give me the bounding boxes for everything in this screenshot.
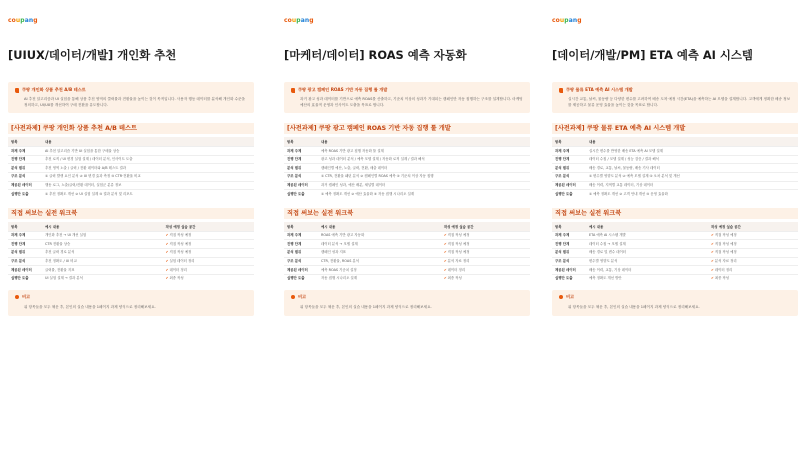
row-workspace: ✔데이터 정리 <box>441 266 530 275</box>
row-example: 추천 클릭 경로 분석 <box>42 248 163 257</box>
row-key: 진행 단계 <box>552 155 586 164</box>
table-row <box>8 164 254 173</box>
row-key: 분석 범위 <box>284 248 318 257</box>
table-header: 예시 내용 <box>42 222 163 232</box>
row-value: 광고 성과 데이터 분석 / 예측 모델 설계 / 자동화 로직 설계 / 결과 해석 <box>318 155 530 164</box>
row-key: 구조 분석 <box>284 257 318 266</box>
row-key: 과제 주제 <box>552 231 586 240</box>
assignment-table <box>8 137 254 198</box>
table-row <box>8 190 254 198</box>
logo-letter: n <box>572 17 578 24</box>
document-page-3 <box>552 16 798 436</box>
row-value: 데이터 수집 / 모델 설계 / 성능 검증 / 결과 해석 <box>586 155 798 164</box>
row-workspace: ✔분석 자료 정리 <box>441 257 530 266</box>
row-key: 과제 주제 <box>284 231 318 240</box>
row-value: ① CTR, 전환율 패턴 분석 ② 캠페인별 ROAS 예측 ③ 기준치 이상 자동 집행 <box>318 172 530 181</box>
row-key: 제공된 데이터 <box>284 181 318 190</box>
row-workspace: ✔직접 작성 예정 <box>163 240 254 249</box>
table-row <box>552 257 798 266</box>
row-workspace: ✔직접 작성 예정 <box>708 248 798 257</box>
logo-letter: a <box>24 17 29 24</box>
table-row <box>284 164 530 173</box>
row-value: 예측 ROAS 기반 광고 집행 자동화 툴 설계 <box>318 147 530 156</box>
workbook-table <box>284 222 530 283</box>
row-workspace: ✔데이터 정리 <box>708 266 798 275</box>
table-header: 작성 예정 실습 공간 <box>441 222 530 232</box>
row-example: 배송 경로 및 변수 데이터 <box>586 248 708 257</box>
table-row <box>8 248 254 257</box>
check-icon: ✔ <box>443 233 447 238</box>
row-value: 행동 로그, 노출/클릭/전환 데이터, 실험군 분류 정보 <box>42 181 254 190</box>
table-row <box>8 266 254 275</box>
row-key: 구조 분석 <box>8 257 42 266</box>
row-example: 배송 이력, 교통, 기상 데이터 <box>586 266 708 275</box>
logo-letter: g <box>309 17 314 24</box>
practice-title: 직접 써보는 실전 워크북 <box>8 208 254 219</box>
row-workspace: ✔직접 작성 예정 <box>441 231 530 240</box>
row-key: 과제 주제 <box>8 231 42 240</box>
row-workspace: ✔데이터 정리 <box>163 266 254 275</box>
assignment-title: [사전과제] 쿠팡 물류 ETA 예측 AI 시스템 개발 <box>552 123 798 134</box>
table-header: 내용 <box>586 137 798 147</box>
row-example: 변수별 영향도 분석 <box>586 257 708 266</box>
table-row <box>284 231 530 240</box>
note-body: 위 항목들을 모두 채운 후, 본인의 실습 내용을 1페이지 과제 양식으로 정리해보세요. <box>24 305 156 310</box>
pin-icon <box>15 88 19 93</box>
table-row <box>284 257 530 266</box>
table-row <box>8 240 254 249</box>
logo-letter: a <box>568 17 573 24</box>
row-example: 자동 집행 시나리오 설계 <box>318 274 441 282</box>
check-icon: ✔ <box>443 276 447 281</box>
check-icon: ✔ <box>165 267 169 272</box>
check-icon: ✔ <box>711 241 714 246</box>
row-example: 데이터 분석 → 모델 설계 <box>318 240 441 249</box>
check-icon: ✔ <box>165 259 169 264</box>
row-example: 예측 정확도 개선 방안 <box>586 274 708 282</box>
table-row <box>284 181 530 190</box>
row-key: 실행단 도출 <box>8 190 42 198</box>
row-value: ① 추천 정확도 개선 ② UI 실험 설계 ③ 결과 분석 및 리포트 <box>42 190 254 198</box>
table-header: 작성 예정 실습 공간 <box>163 222 254 232</box>
note-heading: 비고 <box>22 294 31 300</box>
check-icon: ✔ <box>443 250 447 255</box>
table-header: 항목 <box>284 137 318 147</box>
row-key: 분석 범위 <box>552 164 586 173</box>
logo-letter: c <box>8 17 12 24</box>
bulb-icon <box>15 295 19 299</box>
check-icon: ✔ <box>711 259 714 264</box>
check-icon: ✔ <box>443 267 447 272</box>
table-row <box>284 248 530 257</box>
table-header: 예시 내용 <box>318 222 441 232</box>
row-example: CTR, 전환율, ROAS 분석 <box>318 257 441 266</box>
table-row <box>552 172 798 181</box>
row-workspace: ✔직접 작성 예정 <box>163 248 254 257</box>
row-value: ① 클릭 발생 요인 분석 ② UI 변경 효과 측정 ③ CTR·전환율 비교 <box>42 172 254 181</box>
intro-heading: 쿠팡 광고 캠페인 ROAS 기반 자동 집행 툴 개발 <box>298 87 388 92</box>
row-workspace: ✔직접 작성 예정 <box>441 240 530 249</box>
table-row <box>284 240 530 249</box>
row-value: 배송 경로, 교통, 날씨, 물동량, 배송 기사 데이터 <box>586 164 798 173</box>
row-key: 과제 주제 <box>284 147 318 156</box>
logo-letter: a <box>300 17 305 24</box>
logo-letter: c <box>552 17 556 24</box>
row-example: 예측 ROAS 기준치 설정 <box>318 266 441 275</box>
row-key: 분석 범위 <box>8 248 42 257</box>
practice-title: 직접 써보는 실전 워크북 <box>552 208 798 219</box>
logo-letter: c <box>284 17 288 24</box>
table-row <box>8 181 254 190</box>
check-icon: ✔ <box>443 241 447 246</box>
row-workspace: ✔실험 데이터 정리 <box>163 257 254 266</box>
note-heading: 비고 <box>298 294 307 300</box>
table-header: 내용 <box>42 137 254 147</box>
table-row <box>552 248 798 257</box>
logo-letter: p <box>20 17 25 24</box>
note-box <box>284 290 530 316</box>
pin-icon <box>291 88 295 93</box>
row-example: 데이터 수집 → 모델 설계 <box>586 240 708 249</box>
row-example: 개인화 추천 → UI 개선 실험 <box>42 231 163 240</box>
note-body: 위 항목들을 모두 채운 후, 본인의 실습 내용을 1페이지 과제 양식으로 정리해보세요. <box>300 305 432 310</box>
row-value: ① 예측 정확도 개선 ② 고객 안내 개선 ③ 운영 효율화 <box>586 190 798 198</box>
document-page-1 <box>8 16 254 436</box>
row-key: 진행 단계 <box>8 240 42 249</box>
row-key: 과제 주제 <box>8 147 42 156</box>
row-workspace: ✔최종 작성 <box>441 274 530 282</box>
logo-letter: n <box>304 17 310 24</box>
note-heading: 비고 <box>566 294 575 300</box>
row-value: ① 변수별 영향도 분석 ② 예측 모델 설계 ③ 오차 분석 및 개선 <box>586 172 798 181</box>
table-header: 작성 예정 실습 공간 <box>708 222 798 232</box>
table-header: 항목 <box>8 222 42 232</box>
intro-heading: 쿠팡 개인화 상품 추천 A/B 테스트 <box>22 87 86 92</box>
row-workspace: ✔직접 작성 예정 <box>708 231 798 240</box>
document-page-2 <box>284 16 530 436</box>
row-value: ① 예측 정확도 개선 ② 예산 효율화 ③ 자동 집행 시나리오 설계 <box>318 190 530 198</box>
practice-title: 직접 써보는 실전 워크북 <box>284 208 530 219</box>
note-box <box>8 290 254 316</box>
table-row <box>284 147 530 156</box>
table-row <box>8 274 254 282</box>
table-row <box>552 181 798 190</box>
row-value: 추천 영역 노출 / 클릭 / 전환 데이터와 A/B 테스트 결과 <box>42 164 254 173</box>
row-value: 배송 이력, 지역별 교통 데이터, 기상 데이터 <box>586 181 798 190</box>
check-icon: ✔ <box>711 250 714 255</box>
row-key: 진행 단계 <box>284 155 318 164</box>
check-icon: ✔ <box>711 233 714 238</box>
intro-body: AI 추천 알고리즘과 UI 실험을 통해 상품 추천 영역의 클릭률과 전환율을 높이는 것이 목적입니다. 사용자 행동 데이터를 분석해 개인화 수준을 정의하고, UI/UX를 개선하여 구매 전환을 유도합니다. <box>24 97 245 107</box>
row-key: 제공된 데이터 <box>552 266 586 275</box>
row-key: 분석 범위 <box>8 164 42 173</box>
coupang-logo <box>552 16 798 26</box>
logo-letter: u <box>559 17 565 24</box>
check-icon: ✔ <box>443 259 447 264</box>
row-key: 제공된 데이터 <box>8 266 42 275</box>
pin-icon <box>559 88 563 93</box>
table-row <box>552 190 798 198</box>
table-row <box>284 172 530 181</box>
intro-body: 실시간 교통, 날씨, 물동량 등 다양한 변수를 고려하여 배송 도착 예정 시간(ETA)을 예측하는 AI 모델을 설계합니다. 고객에게 정확한 배송 정보를 제공하고 물류 운영 효율을 높이는 것을 목표로 합니다. <box>568 97 791 107</box>
table-header: 항목 <box>8 137 42 147</box>
row-key: 실행단 도출 <box>552 274 586 282</box>
page-title: [마케터/데이터] ROAS 예측 자동화 <box>284 48 467 62</box>
coupang-logo <box>284 16 530 26</box>
table-row <box>284 190 530 198</box>
table-header: 항목 <box>552 137 586 147</box>
table-row <box>552 274 798 282</box>
check-icon: ✔ <box>711 276 714 281</box>
intro-box <box>552 82 798 113</box>
row-workspace: ✔직접 작성 예정 <box>441 248 530 257</box>
row-value: 캠페인별 예산, 노출, 클릭, 전환, 매출 데이터 <box>318 164 530 173</box>
logo-letter: p <box>296 17 301 24</box>
intro-box <box>284 82 530 113</box>
table-row <box>284 155 530 164</box>
row-key: 제공된 데이터 <box>552 181 586 190</box>
page-title: [데이터/개발/PM] ETA 예측 AI 시스템 <box>552 48 753 62</box>
row-example: 클릭률, 전환율 지표 <box>42 266 163 275</box>
row-example: ROAS 예측 기반 광고 자동화 <box>318 231 441 240</box>
table-header: 내용 <box>318 137 530 147</box>
row-value: 실시간 변수를 반영한 배송 ETA 예측 AI 모델 설계 <box>586 147 798 156</box>
logo-letter: o <box>11 17 16 24</box>
table-row <box>8 257 254 266</box>
check-icon: ✔ <box>165 241 169 246</box>
table-row <box>8 172 254 181</box>
row-workspace: ✔직접 작성 예정 <box>708 240 798 249</box>
logo-letter: u <box>291 17 297 24</box>
row-key: 제공된 데이터 <box>8 181 42 190</box>
assignment-table <box>552 137 798 198</box>
assignment-title: [사전과제] 쿠팡 개인화 상품 추천 A/B 테스트 <box>8 123 254 134</box>
table-row <box>8 147 254 156</box>
page-title: [UIUX/데이터/개발] 개인화 추천 <box>8 48 177 62</box>
row-workspace: ✔최종 작성 <box>163 274 254 282</box>
intro-heading: 쿠팡 물류 ETA 예측 AI 시스템 개발 <box>566 87 633 92</box>
logo-letter: n <box>28 17 34 24</box>
row-key: 분석 범위 <box>552 248 586 257</box>
workbook-table <box>8 222 254 283</box>
bulb-icon <box>291 295 295 299</box>
logo-letter: u <box>15 17 21 24</box>
row-key: 진행 단계 <box>8 155 42 164</box>
row-key: 진행 단계 <box>284 240 318 249</box>
row-key: 구조 분석 <box>8 172 42 181</box>
row-example: CTR 전환율 상승 <box>42 240 163 249</box>
check-icon: ✔ <box>165 276 169 281</box>
note-box <box>552 290 798 316</box>
table-header: 항목 <box>552 222 586 232</box>
row-key: 과제 주제 <box>552 147 586 156</box>
table-header: 예시 내용 <box>586 222 708 232</box>
logo-letter: p <box>564 17 569 24</box>
row-key: 구조 분석 <box>284 172 318 181</box>
table-row <box>552 266 798 275</box>
intro-box <box>8 82 254 113</box>
bulb-icon <box>559 295 563 299</box>
row-example: ETA 예측 AI 시스템 개발 <box>586 231 708 240</box>
row-workspace: ✔분석 자료 정리 <box>708 257 798 266</box>
table-row <box>284 266 530 275</box>
logo-letter: o <box>287 17 292 24</box>
row-example: 추천 정확도 / UI 비교 <box>42 257 163 266</box>
check-icon: ✔ <box>711 267 714 272</box>
workbook-table <box>552 222 798 283</box>
table-row <box>8 231 254 240</box>
row-key: 제공된 데이터 <box>284 266 318 275</box>
logo-letter: g <box>577 17 582 24</box>
table-row <box>552 147 798 156</box>
row-value: AI 추천 알고리즘 기반 UI 실험을 통한 구매율 상승 <box>42 147 254 156</box>
row-key: 구조 분석 <box>552 257 586 266</box>
table-row <box>552 240 798 249</box>
row-key: 구조 분석 <box>552 172 586 181</box>
row-workspace: ✔직접 작성 예정 <box>163 231 254 240</box>
table-row <box>552 231 798 240</box>
check-icon: ✔ <box>165 250 169 255</box>
table-header: 항목 <box>284 222 318 232</box>
table-row <box>552 164 798 173</box>
table-row <box>8 155 254 164</box>
note-body: 위 항목들을 모두 채운 후, 본인의 실습 내용을 1페이지 과제 양식으로 정리해보세요. <box>568 305 700 310</box>
row-example: 캠페인 성과 지표 <box>318 248 441 257</box>
intro-body: 과거 광고 성과 데이터를 기반으로 예측 ROAS를 산출하고, 기준치 이상의 성과가 기대되는 캠페인만 자동 집행하는 구조를 설계합니다. 마케팅 예산의 효율적 운영과 인사이트 도출을 목표로 합니다. <box>300 97 523 107</box>
row-key: 분석 범위 <box>284 164 318 173</box>
row-key: 실행단 도출 <box>8 274 42 282</box>
assignment-table <box>284 137 530 198</box>
row-value: 과거 캠페인 성과, 예산 배분, 채널별 데이터 <box>318 181 530 190</box>
table-row <box>552 155 798 164</box>
row-key: 실행단 도출 <box>284 274 318 282</box>
check-icon: ✔ <box>165 233 169 238</box>
row-key: 실행단 도출 <box>552 190 586 198</box>
table-row <box>284 274 530 282</box>
assignment-title: [사전과제] 쿠팡 광고 캠페인 ROAS 기반 자동 집행 툴 개발 <box>284 123 530 134</box>
logo-letter: o <box>555 17 560 24</box>
row-key: 실행단 도출 <box>284 190 318 198</box>
coupang-logo <box>8 16 254 26</box>
row-example: UI 실험 설계 → 결과 분석 <box>42 274 163 282</box>
row-value: 추천 로직 / UI 변경 실험 설계 / 데이터 분석, 인사이트 도출 <box>42 155 254 164</box>
row-key: 진행 단계 <box>552 240 586 249</box>
logo-letter: g <box>33 17 38 24</box>
row-workspace: ✔최종 작성 <box>708 274 798 282</box>
